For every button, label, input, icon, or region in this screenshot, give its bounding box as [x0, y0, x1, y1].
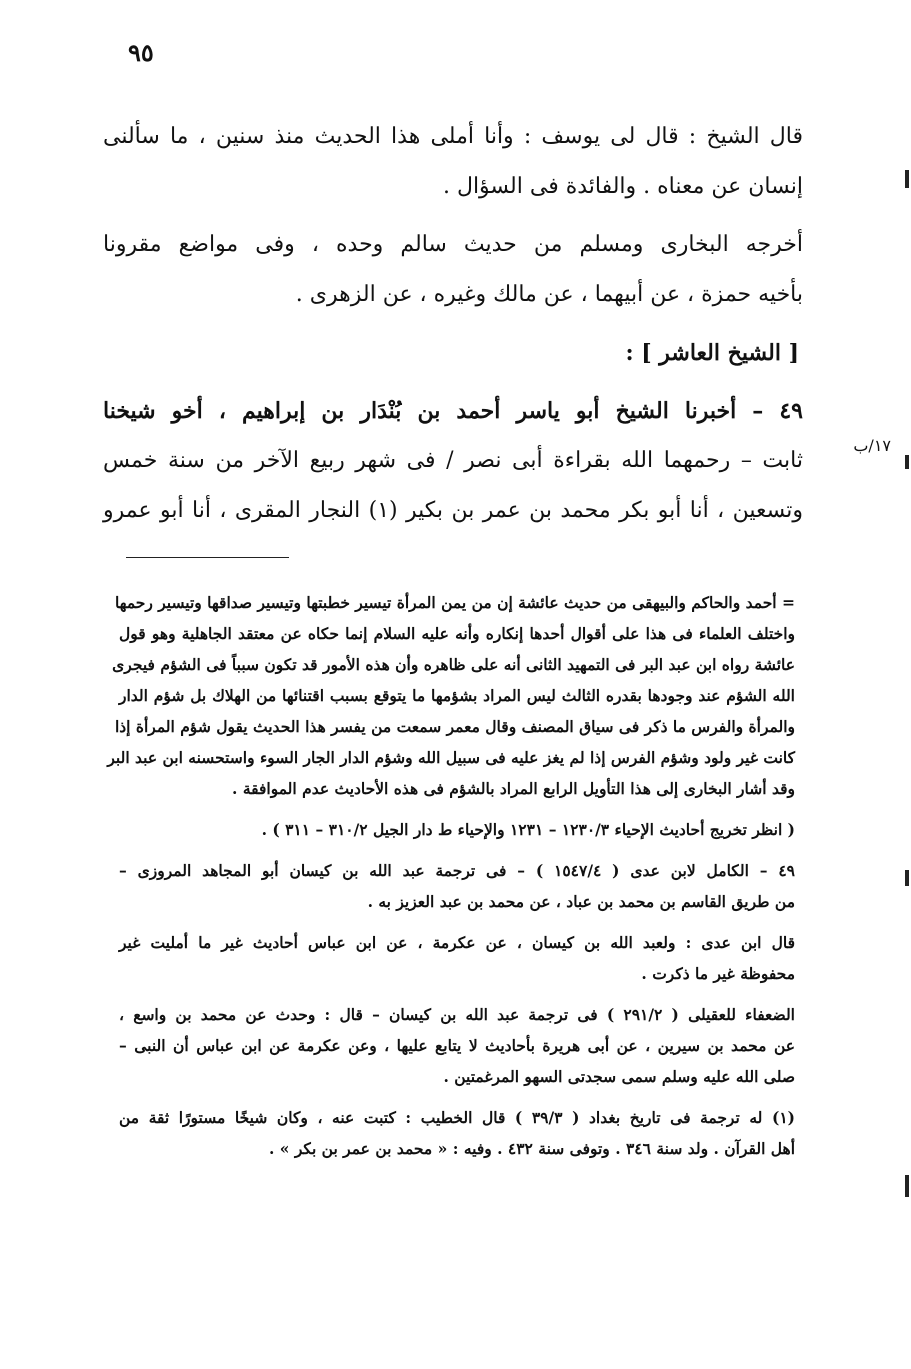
scan-edge-mark [905, 170, 909, 188]
footnotes [107, 587, 796, 1164]
footnote-line: (١) له ترجمة فى تاريخ بغداد ( ٣٩/٣ ) قال الخطيب : كتبت عنه ، وكان شيخًا مستورًا ثقة من [119, 1108, 796, 1127]
page-number: ٩٥ [128, 38, 154, 67]
margin-folio-note: ١٧/ب [853, 436, 891, 455]
footnote-line: واختلف العلماء فى هذا على أقوال أحدها إنكاره وأنه عليه السلام إنما حكاه عن معتقد الجاهلية وهو قول [119, 624, 795, 643]
main-line: إنسان عن معناه . والفائدة فى السؤال . [442, 174, 803, 199]
footnote-line: = أحمد والحاكم والبيهقى من حديث عائشة إن من يمن المرأة تيسير خطبتها وتيسير صداقها وتيسير رحمها [114, 593, 795, 612]
footnote-line: ٤٩ – الكامل لابن عدى ( ١٥٤٧/٤ ) – فى ترجمة عبد الله بن كيسان أبو المجاهد المروزى – [119, 861, 795, 880]
footnote-line: أهل القرآن . ولد سنة ٣٤٦ . وتوفى سنة ٤٣٢ . وفيه : « محمد بن عمر بن بكر » . [268, 1139, 795, 1158]
scan-edge-mark [905, 1175, 909, 1197]
main-line: ثابت – رحمهما الله بقراءة أبى نصر / فى شهر ربيع الآخر من سنة خمس [103, 448, 803, 473]
footnote-line: عن محمد بن سيرين ، عن أبى هريرة بأحاديث لا يتابع عليها ، وعن عكرمة عن ابن عباس أن النبى – [119, 1036, 795, 1055]
footnote-line: كانت غير ولود وشؤم الفرس إذا لم يغز عليه فى سبيل الله وشؤم الدار الجار السوء واستحسنه ابن عبد البر [107, 748, 795, 767]
scan-edge-mark [905, 870, 909, 886]
footnote-line: محفوظة غير ما ذكرت . [641, 964, 795, 983]
footnote-line: قال ابن عدى : ولعبد الله بن كيسان ، عن عكرمة ، عن ابن عباس أحاديث غير ما أمليت غير [119, 933, 795, 952]
footnote-line: ( انظر تخريج أحاديث الإحياء ١٢٣٠/٣ – ١٢٣١ والإحياء ط دار الجيل ٣١٠/٢ – ٣١١ ) . [261, 820, 795, 839]
footnote-line: الضعفاء للعقيلى ( ٢٩١/٢ ) فى ترجمة عبد الله بن كيسان – قال : وحدث عن محمد بن واسع ، [119, 1005, 795, 1024]
footnote-line: الله الشؤم عند وجودها بقدره الثالث ليس المراد بشؤمها ما يتوقع بسبب اقتنائها من الهلاك بل شؤم الدار [119, 686, 795, 705]
footnote-line: صلى الله عليه وسلم سمى سجدتى السهو المرغمتين . [443, 1067, 795, 1086]
main-line: أخرجه البخارى ومسلم من حديث سالم وحده ، وفى مواضع مقرونا [103, 232, 803, 257]
footnote-line: والمرأة والفرس ما ذكر فى سياق المصنف وقال معمر سمعت من يفسر هذا الحديث يقول شؤم المرأة إذا [114, 717, 795, 736]
main-line: ٤٩ – أخبرنا الشيخ أبو ياسر أحمد بن بُنْدَار بن إبراهيم ، أخو شيخنا [103, 398, 803, 424]
main-line: قال الشيخ : قال لى يوسف : وأنا أملى هذا الحديث منذ سنين ، ما سألنى [103, 124, 803, 149]
main-line: وتسعين ، أنا أبو بكر محمد بن عمر بن بكير (١) النجار المقرى ، أنا أبو عمرو [103, 498, 803, 523]
scan-edge-mark [905, 455, 909, 469]
main-text [103, 112, 803, 536]
section-heading: [ الشيخ العاشر ] : [625, 340, 799, 366]
footnote-line: وقد أشار البخارى إلى هذا التأويل الرابع المراد بالشؤم فى هذه الأحاديث عدم الموافقة . [232, 779, 795, 798]
footnote-line: من طريق القاسم بن محمد بن عباد ، عن محمد بن عبد العزيز به . [367, 892, 795, 911]
main-line: بأخيه حمزة ، عن أبيهما ، عن مالك وغيره ، عن الزهرى . [295, 282, 803, 307]
footnote-separator [126, 557, 289, 558]
footnote-line: عائشة رواه ابن عبد البر فى التمهيد الثانى أنه على ظاهره وأن هذه الأمور قد تكون سبباً فى الشؤم فيجرى [112, 655, 795, 674]
